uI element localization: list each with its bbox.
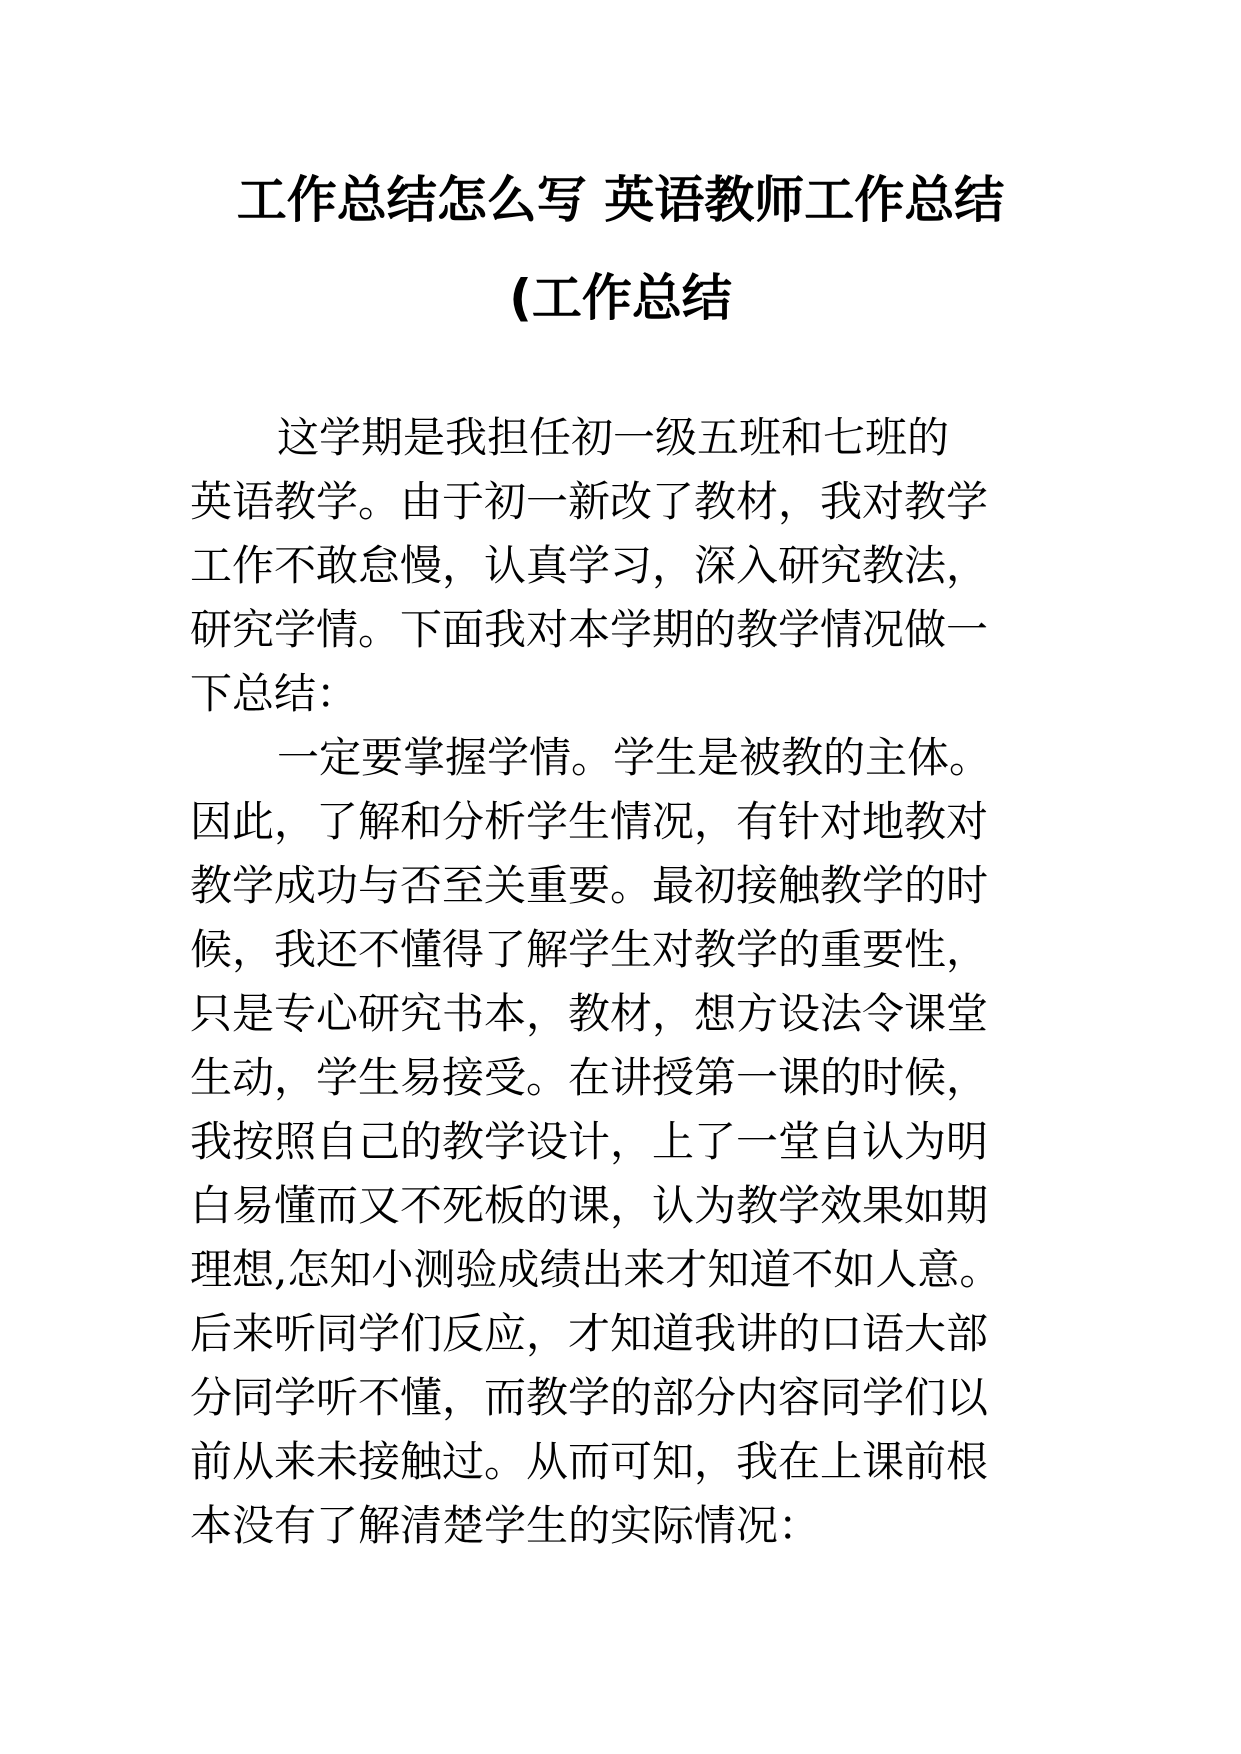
body-line: 我按照自己的教学设计，上了一堂自认为明 [190,1117,989,1166]
body-line: 分同学听不懂，而教学的部分内容同学们以 [190,1373,989,1422]
body-line: 候，我还不懂得了解学生对教学的重要性， [190,925,989,974]
body-line: 白易懂而又不死板的课，认为教学效果如期 [190,1181,989,1230]
body-line: 只是专心研究书本，教材，想方设法令课堂 [190,989,989,1038]
body-line: 这学期是我担任初一级五班和七班的 [277,413,950,462]
body-line: 下总结： [190,669,359,718]
body-line: 一定要掌握学情。学生是被教的主体。 [277,733,992,782]
body-line: 前从来未接触过。从而可知，我在上课前根 [190,1437,989,1486]
body-line: 教学成功与否至关重要。最初接触教学的时 [190,861,989,910]
document-title-line-2: (工作总结 [509,269,732,327]
body-line: 本没有了解清楚学生的实际情况： [190,1501,821,1550]
body-line: 工作不敢怠慢，认真学习，深入研究教法， [190,541,989,590]
body-line: 英语教学。由于初一新改了教材，我对教学 [190,477,989,526]
body-line: 理想,怎知小测验成绩出来才知道不如人意。 [190,1245,1002,1294]
body-line: 研究学情。下面我对本学期的教学情况做一 [190,605,989,654]
body-line: 后来听同学们反应，才知道我讲的口语大部 [190,1309,989,1358]
document-title-line-1: 工作总结怎么写 英语教师工作总结 [236,171,1005,229]
body-line: 生动，学生易接受。在讲授第一课的时候， [190,1053,989,1102]
body-line: 因此，了解和分析学生情况，有针对地教对 [190,797,989,846]
